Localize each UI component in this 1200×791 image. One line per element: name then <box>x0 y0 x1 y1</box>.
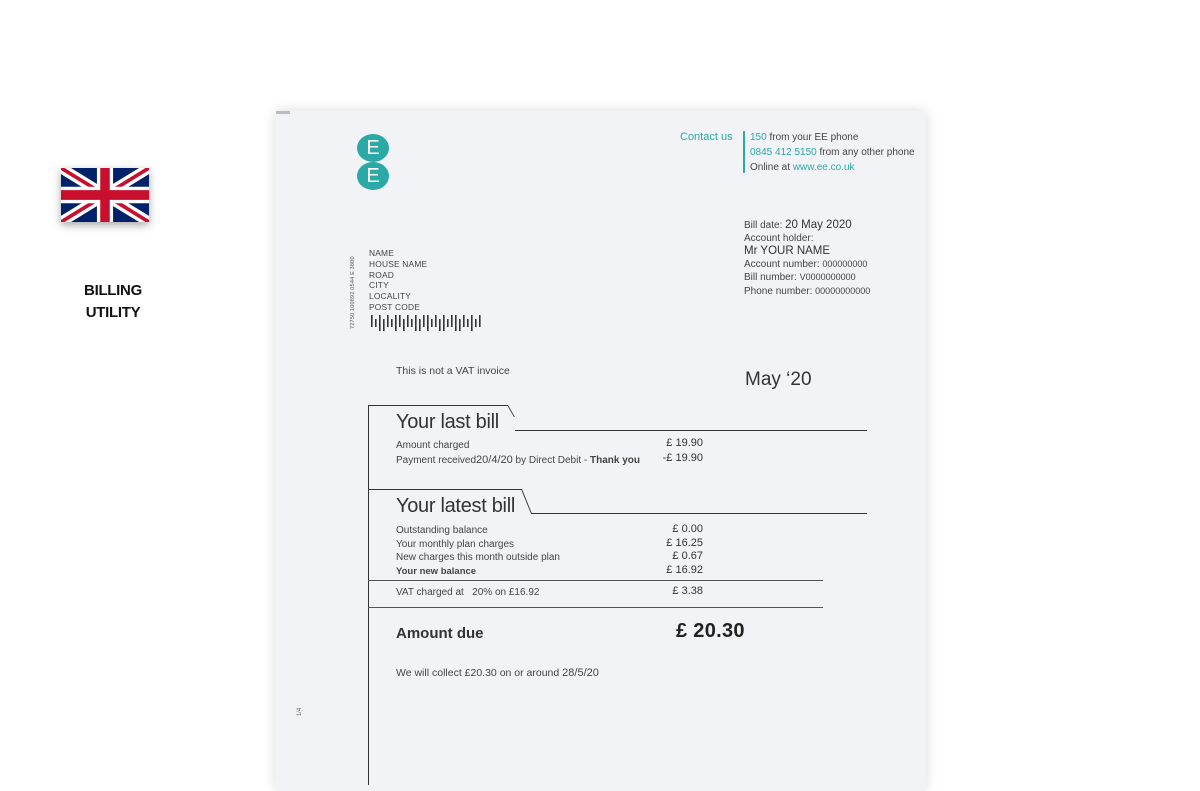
category-line-2: UTILITY <box>85 304 141 321</box>
ee-logo <box>357 134 389 190</box>
recipient-address <box>369 248 427 313</box>
contact-line1-text: from your EE phone <box>769 132 859 143</box>
category-line-1: BILLING <box>84 282 142 299</box>
page-number: 1/4 <box>297 707 304 717</box>
latest-bill-row-amount: £ 0.67 <box>672 550 703 562</box>
address-line: LOCALITY <box>369 291 412 302</box>
bill-number-label: Bill number: <box>744 272 797 283</box>
category-label <box>60 280 166 324</box>
contact-us-label: Contact us <box>680 131 733 143</box>
contact-line2-text: from any other phone <box>819 147 915 158</box>
vat-rate: 20% on £16.92 <box>472 587 540 598</box>
address-line: NAME <box>369 248 394 258</box>
collection-date: 28/5/20 <box>562 667 599 679</box>
new-balance-label: Your new balance <box>396 566 477 577</box>
contact-online-label: Online at <box>750 162 791 173</box>
latest-bill-tab-slope <box>521 489 532 513</box>
phone-number-label: Phone number: <box>744 285 813 297</box>
bill-date-label: Bill date: <box>744 220 783 231</box>
payment-method: by Direct Debit - <box>515 455 588 466</box>
vat-row <box>396 587 539 598</box>
logo-dot-bottom: E <box>357 162 389 190</box>
bill-number: V0000000000 <box>799 272 856 282</box>
bill-date: 20 May 2020 <box>785 219 852 231</box>
address-line: HOUSE NAME <box>369 258 428 269</box>
bill-document <box>276 111 926 791</box>
payment-received-row <box>396 454 640 466</box>
contact-long-number: 0845 412 5150 <box>750 147 817 158</box>
account-number: 000000000 <box>822 258 868 269</box>
latest-bill-row-amount: £ 0.00 <box>672 523 703 535</box>
collection-text: We will collect £20.30 on or around <box>396 667 560 679</box>
account-number-label: Account number: <box>744 258 820 270</box>
latest-bill-header-rule <box>531 513 867 514</box>
uk-flag-icon <box>61 168 149 222</box>
address-line: POST CODE <box>369 301 420 312</box>
contact-divider <box>743 131 745 173</box>
account-details <box>744 219 870 298</box>
contact-website-link[interactable]: www.ee.co.uk <box>792 162 855 173</box>
bill-period: May ‘20 <box>745 369 812 390</box>
collection-note <box>396 667 599 679</box>
payment-thanks: Thank you <box>590 455 641 466</box>
address-reference-code: 72750 100892 0544 E 3800 <box>350 256 356 329</box>
payment-received-label: Payment received <box>396 455 477 466</box>
address-line: CITY <box>369 280 389 291</box>
account-holder-name: Mr YOUR NAME <box>744 245 831 257</box>
logo-dot-top: E <box>357 134 389 162</box>
amount-due-label: Amount due <box>396 625 484 642</box>
account-holder-label: Account holder: <box>744 232 814 244</box>
phone-number: 00000000000 <box>815 285 871 296</box>
amount-charged-label: Amount charged <box>396 440 470 451</box>
address-line: ROAD <box>369 269 394 280</box>
last-bill-title: Your last bill <box>396 411 499 433</box>
vat-invoice-note: This is not a VAT invoice <box>396 365 510 377</box>
balance-rule <box>368 580 823 581</box>
latest-bill-row-amount: £ 16.25 <box>666 537 703 549</box>
latest-bill-row-label: New charges this month outside plan <box>396 552 560 563</box>
last-bill-tab-top <box>368 405 508 406</box>
amount-charged-value: £ 19.90 <box>666 437 703 449</box>
vat-amount: £ 3.38 <box>672 585 703 597</box>
vat-rule <box>368 607 823 608</box>
last-bill-header-rule <box>515 430 867 431</box>
amount-due-value: £ 20.30 <box>676 620 745 642</box>
mail-barcode <box>371 315 501 333</box>
payment-date: 20/4/20 <box>476 454 513 466</box>
vat-label: VAT charged at <box>396 587 464 598</box>
frame-left-border <box>368 405 369 785</box>
latest-bill-row-label: Outstanding balance <box>396 525 488 536</box>
contact-short-number: 150 <box>750 132 767 143</box>
latest-bill-row-label: Your monthly plan charges <box>396 539 515 550</box>
latest-bill-title: Your latest bill <box>396 495 515 517</box>
last-bill-tab-slope <box>507 405 515 417</box>
new-balance-amount: £ 16.92 <box>666 564 703 576</box>
contact-details <box>750 130 915 175</box>
payment-amount: -£ 19.90 <box>662 452 703 464</box>
latest-bill-tab-top <box>368 489 522 490</box>
paper-edge <box>276 111 290 114</box>
